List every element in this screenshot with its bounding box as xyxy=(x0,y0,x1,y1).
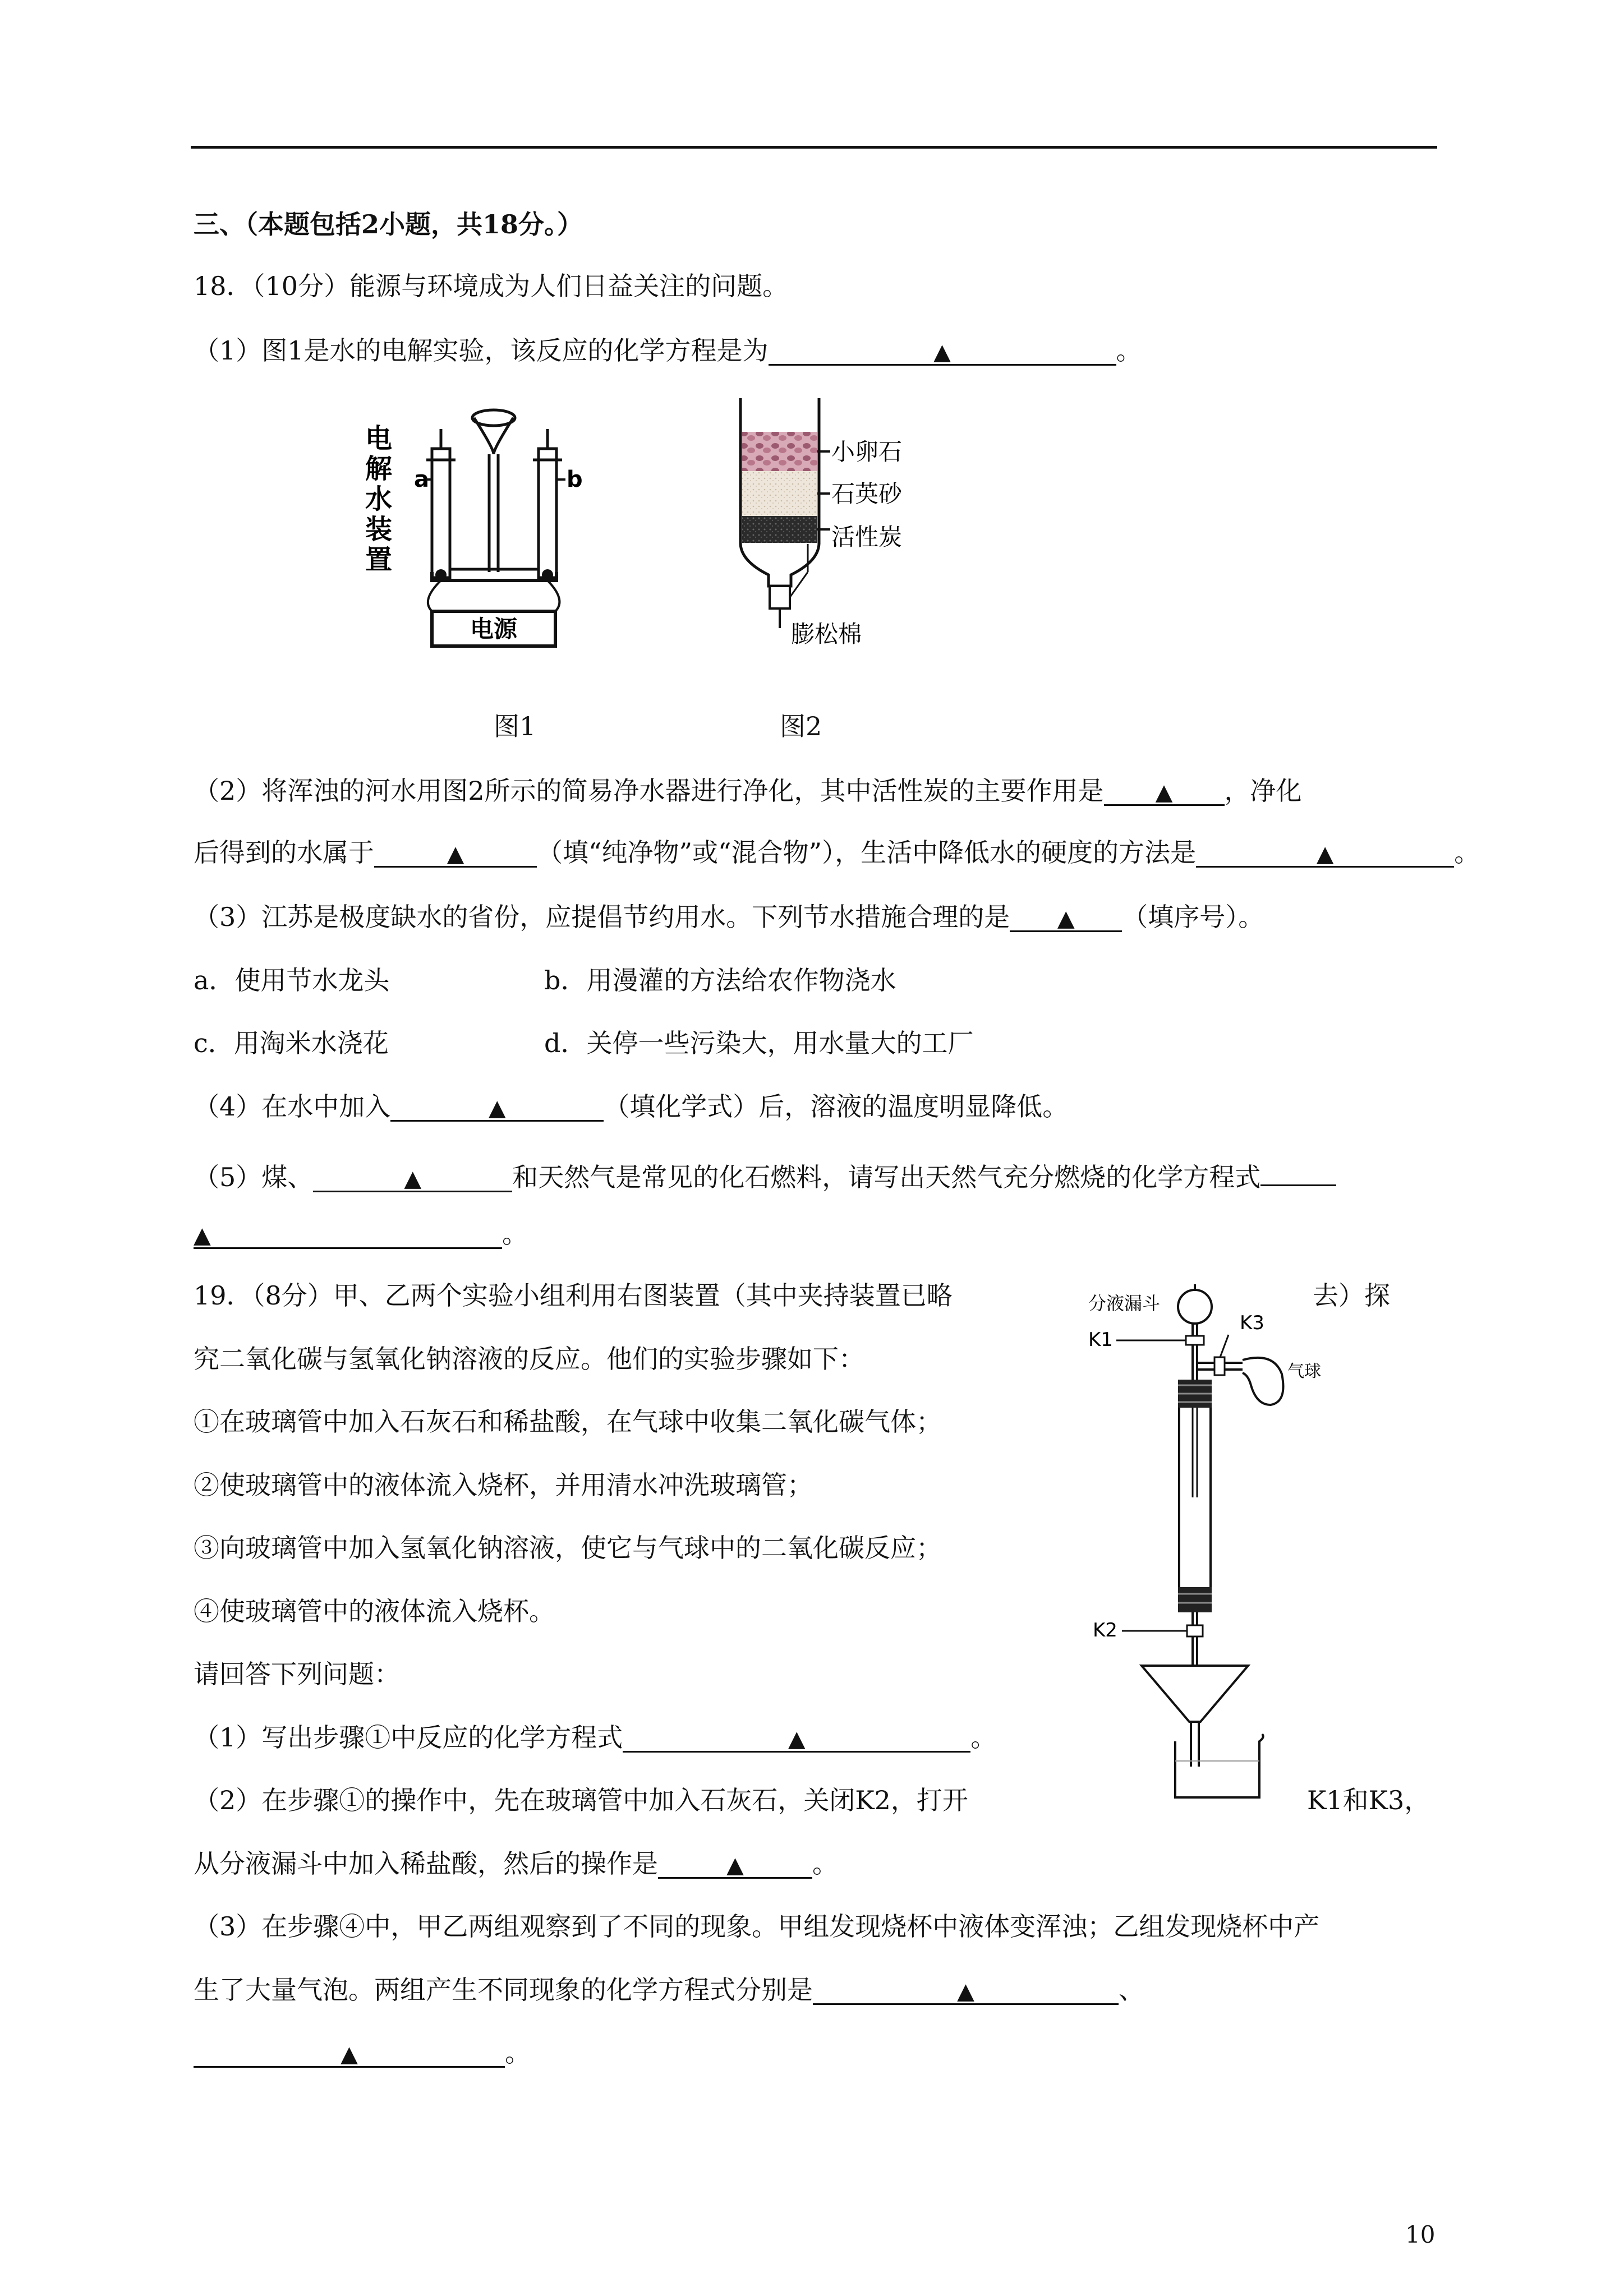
fig1-title-char: 置 xyxy=(365,544,393,575)
q19-step-3: ③向玻璃管中加入氢氧化钠溶液，使它与气球中的二氧化碳反应； xyxy=(194,1533,942,1563)
period: 。 xyxy=(970,1722,997,1753)
figure-1-caption: 图1 xyxy=(494,711,536,741)
power-label: 电源 xyxy=(470,615,518,643)
q18-part2-text-c: 后得到的水属于 xyxy=(194,837,374,868)
funnel-label: 分液漏斗 xyxy=(1088,1293,1161,1314)
header-rule xyxy=(191,146,1437,149)
k1-label: K1 xyxy=(1088,1329,1113,1351)
period: 。 xyxy=(1454,837,1480,868)
answer-blank[interactable] xyxy=(390,1090,604,1122)
option-c: c．用淘米水浇花 xyxy=(194,1028,389,1058)
k3-valve xyxy=(1214,1357,1225,1375)
layer-label-pebble: 小卵石 xyxy=(831,438,903,465)
triangle-mark: ▲ xyxy=(488,1095,506,1121)
answer-blank-cont[interactable] xyxy=(194,1217,502,1249)
layer-label-cotton: 膨松棉 xyxy=(791,620,862,648)
period: 。 xyxy=(502,1219,528,1249)
answer-blank[interactable] xyxy=(769,334,1116,366)
separatory-funnel-bulb xyxy=(1178,1290,1212,1324)
q18-part3-end: （填序号）。 xyxy=(1122,902,1264,932)
q18-part2-line1 xyxy=(194,774,1302,808)
balloon-label: 气球 xyxy=(1287,1362,1321,1381)
balloon xyxy=(1243,1358,1283,1405)
page-number: 10 xyxy=(1405,2221,1436,2248)
triangle-mark: ▲ xyxy=(1155,780,1173,805)
answer-blank-start[interactable] xyxy=(1260,1154,1336,1186)
fig1-title-char: 水 xyxy=(365,483,393,515)
triangle-mark: ▲ xyxy=(194,1223,211,1248)
q19-part3-line2 xyxy=(194,1973,1144,2007)
q19-part3-line1: （3）在步骤④中，甲乙两组观察到了不同的现象。甲组发现烧杯中液体变浑浊；乙组发现烧杯中产 xyxy=(194,1911,1320,1942)
sand-layer xyxy=(742,471,817,516)
answer-blank[interactable] xyxy=(1010,900,1122,932)
carbon-layer xyxy=(742,516,817,543)
q19-part2-line2 xyxy=(194,1847,838,1880)
answer-blank[interactable] xyxy=(194,2036,505,2068)
option-b: b．用漫灌的方法给农作物浇水 xyxy=(544,965,896,995)
q19-step-2: ②使玻璃管中的液体流入烧杯，并用清水冲洗玻璃管； xyxy=(194,1470,813,1500)
triangle-mark: ▲ xyxy=(788,1726,806,1752)
q18-part2-text: （2）将浑浊的河水用图2所示的简易净水器进行净化，其中活性炭的主要作用是 xyxy=(194,776,1104,806)
q19-step-4: ④使玻璃管中的液体流入烧杯。 xyxy=(194,1596,555,1626)
figure-2-water-purifier xyxy=(724,393,948,656)
q18-part5-line1 xyxy=(194,1154,1336,1194)
q19-stem-line2: 究二氧化碳与氢氧化钠溶液的反应。他们的实验步骤如下： xyxy=(194,1344,864,1374)
figure-1-electrolysis xyxy=(359,387,583,656)
option-d: d．关停一些污染大，用水量大的工厂 xyxy=(544,1028,974,1058)
q18-part4-text: （4）在水中加入 xyxy=(194,1091,391,1122)
q18-part5-text: （5）煤、 xyxy=(194,1162,314,1192)
k2-label: K2 xyxy=(1093,1619,1117,1642)
triangle-mark: ▲ xyxy=(726,1852,744,1878)
beaker xyxy=(1175,1734,1263,1797)
q18-part5-line2 xyxy=(194,1217,528,1251)
figure-2-caption: 图2 xyxy=(780,711,822,741)
q19-part1 xyxy=(194,1721,996,1754)
period: 。 xyxy=(1116,335,1142,366)
q19-ask: 请回答下列问题： xyxy=(194,1659,400,1689)
fig1-title-char: 装 xyxy=(365,514,393,545)
q19-stem-line1: 19．（8分）甲、乙两个实验小组利用右图装置（其中夹持装置已略 xyxy=(194,1280,953,1311)
triangle-mark: ▲ xyxy=(957,1979,974,2004)
figure-q19-apparatus xyxy=(1083,1273,1363,1800)
q18-part3-text: （3）江苏是极度缺水的省份，应提倡节约用水。下列节水措施合理的是 xyxy=(194,902,1010,932)
triangle-mark: ▲ xyxy=(933,339,951,365)
triangle-mark: ▲ xyxy=(447,841,464,867)
option-a: a．使用节水龙头 xyxy=(194,965,390,995)
bottom-stopper xyxy=(1178,1587,1212,1612)
q19-stem-line1-end: 去）探 xyxy=(1313,1280,1390,1311)
q19-part2-line1: （2）在步骤①的操作中，先在玻璃管中加入石灰石，关闭K2，打开 xyxy=(194,1785,968,1815)
layer-label-carbon: 活性炭 xyxy=(831,523,903,551)
k3-label: K3 xyxy=(1240,1312,1264,1334)
k1-valve xyxy=(1186,1336,1204,1345)
answer-blank[interactable] xyxy=(374,836,537,868)
right-tube xyxy=(539,449,556,578)
q18-part4-end: （填化学式）后，溶液的温度明显降低。 xyxy=(604,1091,1069,1122)
q19-part2-line1-end: K1和K3， xyxy=(1307,1785,1430,1815)
q18-part2-text-b: ，净化 xyxy=(1224,776,1302,806)
answer-blank[interactable] xyxy=(623,1721,970,1753)
answer-blank[interactable] xyxy=(313,1160,512,1192)
filter-funnel xyxy=(1142,1666,1248,1722)
answer-blank[interactable] xyxy=(813,1973,1119,2005)
q19-part2-text: 从分液漏斗中加入稀盐酸，然后的操作是 xyxy=(194,1848,658,1879)
fig1-title-char: 解 xyxy=(365,453,393,485)
separator: 、 xyxy=(1119,1975,1144,2005)
q19-part3-line3 xyxy=(194,2036,531,2069)
q19-part1-text: （1）写出步骤①中反应的化学方程式 xyxy=(194,1722,623,1753)
q18-part3 xyxy=(194,900,1264,934)
period: 。 xyxy=(505,2037,531,2068)
triangle-mark: ▲ xyxy=(341,2041,358,2067)
k2-valve xyxy=(1187,1625,1203,1636)
answer-blank[interactable] xyxy=(1104,774,1225,806)
triangle-mark: ▲ xyxy=(1057,906,1075,932)
fig1-title-char: 电 xyxy=(365,423,393,454)
q18-part1-text: （1）图1是水的电解实验，该反应的化学方程是为 xyxy=(194,335,769,366)
q18-part4 xyxy=(194,1090,1068,1123)
left-tube xyxy=(432,449,450,578)
label-b: b xyxy=(567,467,583,492)
triangle-mark: ▲ xyxy=(404,1166,422,1192)
layer-label-sand: 石英砂 xyxy=(831,480,903,508)
q18-stem: 18．（10分）能源与环境成为人们日益关注的问题。 xyxy=(194,271,789,301)
answer-blank[interactable] xyxy=(1196,836,1454,868)
q18-part5-text-b: 和天然气是常见的化石燃料，请写出天然气充分燃烧的化学方程式 xyxy=(512,1162,1261,1192)
q19-step-1: ①在玻璃管中加入石灰石和稀盐酸，在气球中收集二氧化碳气体； xyxy=(194,1407,942,1437)
q18-part1 xyxy=(194,334,1142,367)
period: 。 xyxy=(812,1848,838,1879)
fig1-title xyxy=(365,423,392,575)
answer-blank[interactable] xyxy=(658,1847,812,1879)
q18-part2-text-d: （填“纯净物”或“混合物”），生活中降低水的硬度的方法是 xyxy=(537,837,1197,868)
q19-part3-text: 生了大量气泡。两组产生不同现象的化学方程式分别是 xyxy=(194,1975,813,2005)
triangle-mark: ▲ xyxy=(1316,841,1334,867)
q18-part2-line2 xyxy=(194,836,1480,869)
label-a: a xyxy=(414,467,429,492)
section-title: 三、（本题包括2小题，共18分。） xyxy=(194,209,583,239)
pebble-layer xyxy=(742,432,817,471)
